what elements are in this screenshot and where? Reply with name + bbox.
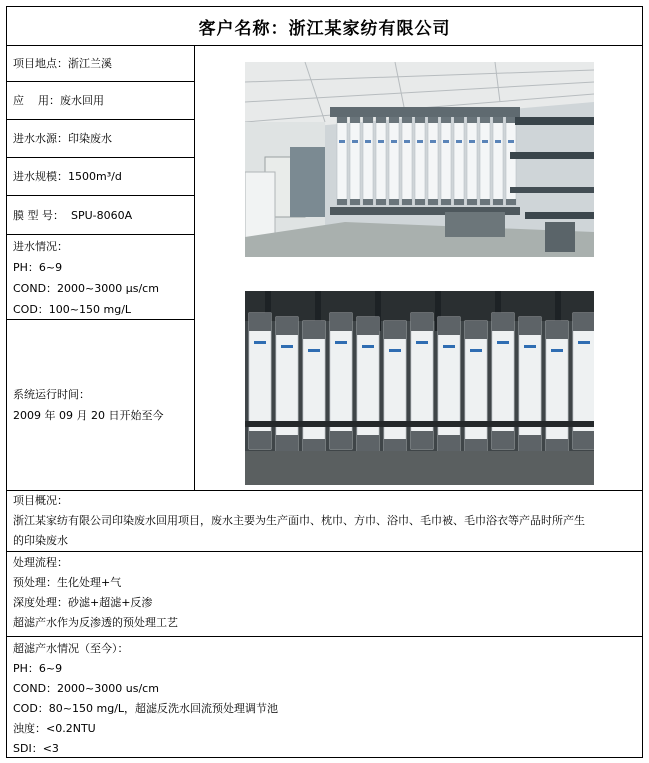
membrane-text: 膜 型 号： SPU-8060A xyxy=(13,208,133,222)
output-title: 超滤产水情况（至今）： xyxy=(13,642,129,655)
output-cond: COND：2000~3000 us/cm xyxy=(13,682,159,695)
output-block xyxy=(7,637,642,757)
overview-block xyxy=(7,491,642,552)
runtime-cell xyxy=(7,320,194,490)
photo-column xyxy=(195,45,642,490)
membrane-modules-photo xyxy=(245,291,594,485)
process-title: 处理流程： xyxy=(13,556,68,569)
output-ph: PH：6~9 xyxy=(13,662,63,675)
membrane-cell xyxy=(7,196,194,235)
process-deep: 深度处理：砂滤+超滤+反渗 xyxy=(13,596,153,609)
output-turbidity: 浊度：<0.2NTU xyxy=(13,722,96,735)
output-sdi: SDI：<3 xyxy=(13,742,59,755)
inflow-ph: PH：6~9 xyxy=(13,261,63,274)
info-column xyxy=(7,45,195,490)
overview-line-2: 的印染废水 xyxy=(13,534,68,547)
application-cell xyxy=(7,82,194,120)
overview-title: 项目概况： xyxy=(13,494,68,507)
details-section xyxy=(7,490,642,757)
application-text: 应 用：废水回用 xyxy=(13,94,104,107)
location-cell xyxy=(7,45,194,82)
process-block xyxy=(7,552,642,637)
process-pre: 预处理：生化处理+气 xyxy=(13,576,122,589)
uf-system-photo xyxy=(245,62,594,257)
customer-title: 客户名称：浙江某家纺有限公司 xyxy=(7,7,642,46)
project-sheet xyxy=(6,6,643,758)
runtime-title: 系统运行时间： xyxy=(13,388,90,401)
inflow-cond: COND：2000~3000 µs/cm xyxy=(13,282,159,295)
inflow-title: 进水情况： xyxy=(13,240,68,253)
location-text: 项目地点：浙江兰溪 xyxy=(13,56,112,70)
inflow-cell xyxy=(7,235,194,320)
overview-line-1: 浙江某家纺有限公司印染废水回用项目，废水主要为生产面巾、枕巾、方巾、浴巾、毛巾被、毛巾浴衣等产品时所产生 xyxy=(13,514,585,527)
process-note: 超滤产水作为反渗透的预处理工艺 xyxy=(13,616,178,629)
water-source-text: 进水水源：印染废水 xyxy=(13,132,112,145)
output-cod: COD：80~150 mg/L，超滤反洗水回流预处理调节池 xyxy=(13,702,279,715)
runtime-value: 2009 年 09 月 20 日开始至今 xyxy=(13,409,164,422)
water-source-cell xyxy=(7,120,194,158)
scale-cell xyxy=(7,158,194,196)
inflow-cod: COD：100~150 mg/L xyxy=(13,303,132,316)
scale-text: 进水规模：1500m³/d xyxy=(13,170,122,183)
